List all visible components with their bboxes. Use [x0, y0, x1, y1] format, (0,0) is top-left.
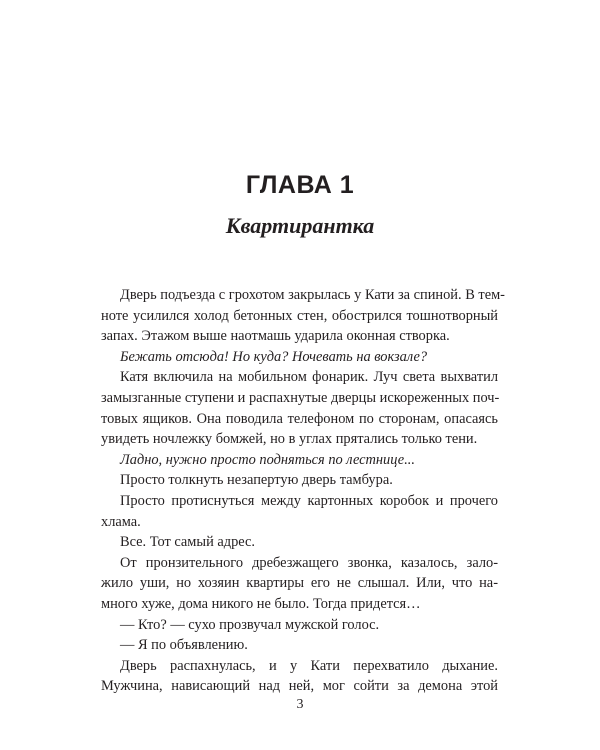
chapter-body-text	[101, 285, 505, 697]
chapter-title: Квартирантка	[225, 213, 375, 238]
text-line: Просто протиснуться между картонных коробок и прочего	[120, 492, 498, 509]
page-number: 3	[296, 697, 304, 712]
text-line: Мужчина, нависающий над ней, мог сойти за демона этой	[101, 678, 498, 695]
text-line: — Я по объявлению.	[120, 637, 248, 654]
text-line: Дверь подъезда с грохотом закрылась у Кати за спиной. В тем-	[120, 287, 505, 303]
text-line: Ладно, нужно просто подняться по лестнице...	[120, 451, 415, 468]
paragraph	[101, 635, 498, 656]
paragraph	[101, 656, 498, 697]
text-line: — Кто? — сухо прозвучал мужской голос.	[120, 616, 380, 633]
paragraph	[101, 470, 498, 491]
text-line: Дверь распахнулась, и у Кати перехватило дыхание.	[120, 657, 498, 674]
text-line: ноте усилился холод бетонных стен, обострился тошнотворный	[101, 307, 498, 324]
text-line: Все. Тот самый адрес.	[120, 534, 256, 551]
paragraph	[101, 553, 498, 615]
text-line: увидеть ночлежку бомжей, но в углах прятались только тени.	[101, 431, 478, 448]
text-line: запах. Этажом выше наотмашь ударила оконная створка.	[101, 328, 450, 345]
text-line: замызганные ступени и распахнутые дверцы искореженных поч-	[101, 389, 500, 406]
paragraph	[101, 532, 498, 553]
text-line: Просто толкнуть незапертую дверь тамбура.	[120, 472, 393, 489]
paragraph	[101, 491, 498, 532]
chapter-heading: ГЛАВА 1	[245, 171, 355, 199]
italic-paragraph	[101, 347, 498, 368]
paragraph	[101, 615, 498, 636]
text-line: товых ящиков. Она поводила телефоном по сторонам, опасаясь	[101, 410, 498, 427]
paragraph	[101, 367, 498, 449]
italic-paragraph	[101, 450, 498, 471]
text-line: Катя включила на мобильном фонарик. Луч света выхватил	[120, 369, 498, 386]
text-line: Бежать отсюда! Но куда? Ночевать на вокзале?	[120, 348, 428, 365]
text-line: хлама.	[101, 513, 141, 530]
text-line: много хуже, дома никого не было. Тогда придется…	[101, 595, 421, 612]
text-line: От пронзительного дребезжащего звонка, казалось, зало-	[120, 554, 498, 571]
text-line: жило уши, но хозяин квартиры его не слышал. Или, что на-	[101, 575, 498, 592]
paragraph	[101, 285, 505, 347]
